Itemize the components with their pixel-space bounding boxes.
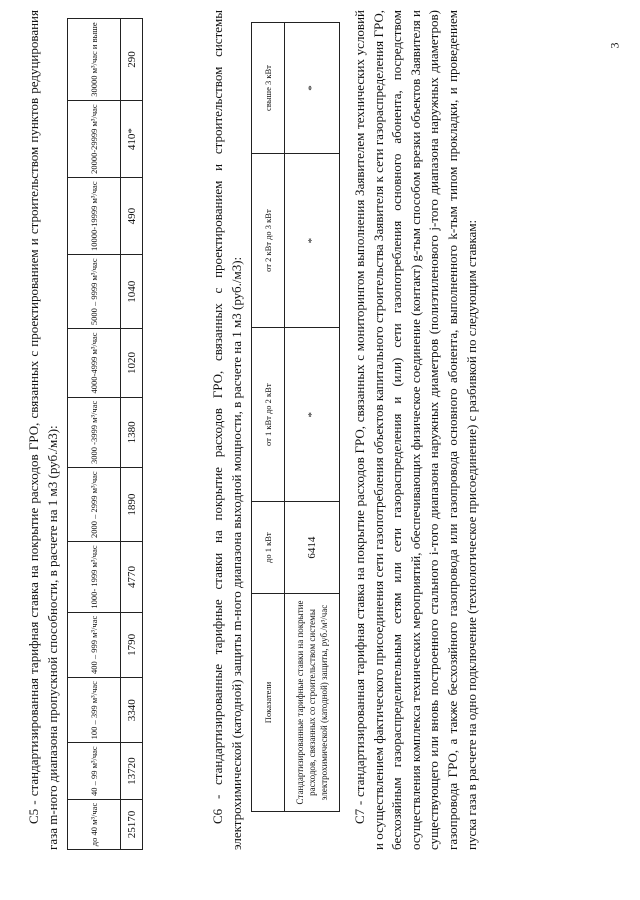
- table-cell: 1040: [121, 255, 143, 329]
- c6-text: С6 - стандартизированные тарифные ставки на покрытие расходов ГРО, связанных с проектированием и строительством системы электрохимической (катодной) защиты m-ного диапазона выходной мощности, в расчете на 1 м3 (руб./м3):: [210, 10, 244, 850]
- c5-paragraph: [24, 10, 62, 850]
- table-header-cell: 100 – 399 м³/час: [68, 678, 121, 743]
- table-header-cell: от 2 кВт до 3 кВт: [252, 154, 285, 328]
- table-cell: *: [285, 328, 340, 502]
- c6-rate-table: [251, 22, 340, 812]
- table-header-cell: до 1 кВт: [252, 502, 285, 594]
- table-cell: 1890: [121, 468, 143, 542]
- c7-paragraph: [351, 10, 481, 850]
- table-header-cell: 30000 м³/час и выше: [68, 19, 121, 101]
- table-header-cell: 3000 -3999 м³/час: [68, 397, 121, 467]
- table-header-cell: 2000 – 2999 м³/час: [68, 468, 121, 542]
- c6-paragraph: [208, 10, 246, 850]
- table-header-cell: от 1 кВт до 2 кВт: [252, 328, 285, 502]
- table-header-cell: 4000-4999 м³/час: [68, 329, 121, 397]
- table-cell: 1380: [121, 397, 143, 467]
- table-cell: 25170: [121, 799, 143, 849]
- table-header-cell: 40 – 99 м³/час: [68, 743, 121, 800]
- table-header-cell: Показатели: [252, 594, 285, 812]
- table-header-cell: 20000-29999 м³/час: [68, 101, 121, 178]
- table-cell: *: [285, 23, 340, 154]
- table-cell: 1790: [121, 612, 143, 677]
- table-header-cell: 400 – 999 м³/час: [68, 612, 121, 677]
- table-header-cell: 1000- 1999 м³/час: [68, 542, 121, 612]
- rotated-document-content: [18, 0, 618, 860]
- table-cell: 3340: [121, 678, 143, 743]
- page-number: 3: [607, 42, 622, 49]
- table-header-row: [252, 23, 285, 812]
- table-header-cell: до 40 м³/час: [68, 799, 121, 849]
- table-cell: 13720: [121, 743, 143, 800]
- table-header-cell: 5000 – 9999 м³/час: [68, 255, 121, 329]
- table-cell: *: [285, 154, 340, 328]
- c7-text: С7 - стандартизированная тарифная ставка на покрытие расходов ГРО, связанных с мониторингом выполнения Заявителем технических условий и осуществлением фактического присоединения сети газопотребления объектов капитального строительства Заявителя к сети газораспределения ГРО, бесхозяйным газораспределительным сетям или сети газораспределения и (или) сети газопотребления основного абонента, посредством осуществления комплекса технических мероприятий, обеспечивающих физическое соединение (контакт) g-тым способом врезки объектов Заявителя и существующего или вновь построенного стального i-того диапазона наружных диаметров (полиэтиленового j-того диапазона наружных диаметров) газопровода ГРО, а также бесхозяйного газопровода или газопровода основного абонента, выполненного k-тым типом прокладки, и проведением пуска газа в расчете на одно подключение (технологическое присоединение) с разбивкой по следующим ставкам:: [352, 10, 479, 850]
- table-header-cell: 10000-19999 м³/час: [68, 178, 121, 255]
- table-cell: 6414: [285, 502, 340, 594]
- table-cell: Стандартизированные тарифные ставки на покрытие расходов, связанных со строительством системы электрохимической (катодной) защиты, руб./м³/час: [285, 594, 340, 812]
- table-cell: 290: [121, 19, 143, 101]
- c5-rate-table: [67, 18, 143, 850]
- table-row: [285, 23, 340, 812]
- table-cell: 4770: [121, 542, 143, 612]
- table-header-cell: свыше 3 кВт: [252, 23, 285, 154]
- c5-text: С5 - стандартизированная тарифная ставка на покрытие расходов ГРО, связанных с проектированием и строительством пунктов редуцирования газа m-ного диапазона пропускной способности, в расчете на 1 м3 (руб./м3):: [26, 10, 60, 850]
- table-cell: 410*: [121, 101, 143, 178]
- table-cell: 1020: [121, 329, 143, 397]
- table-cell: 490: [121, 178, 143, 255]
- table-header-row: [68, 19, 121, 850]
- table-row: [121, 19, 143, 850]
